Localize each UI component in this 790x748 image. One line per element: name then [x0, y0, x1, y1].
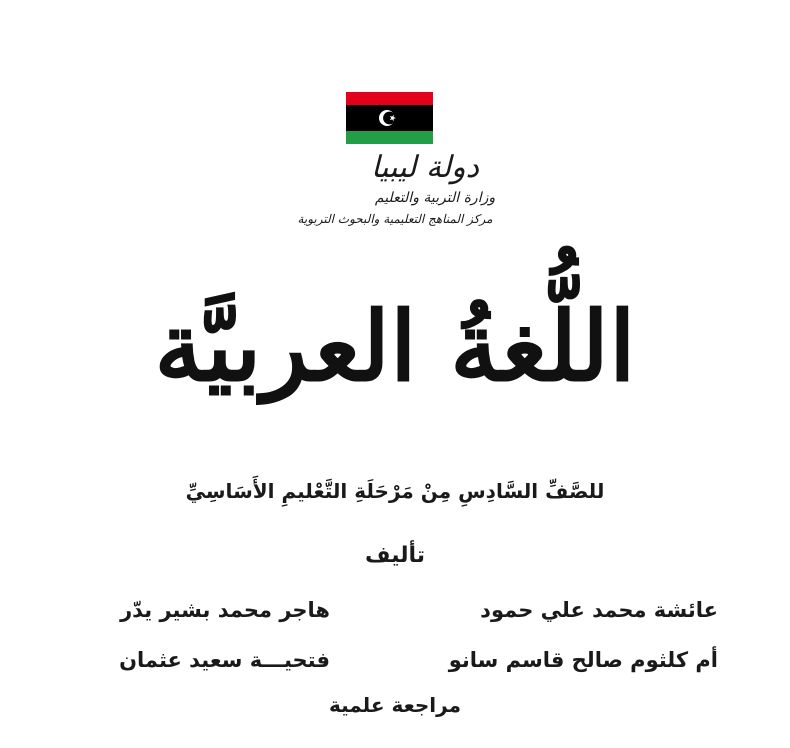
curriculum-center-name: مركز المناهج التعليمية والبحوث التربوية	[297, 212, 493, 226]
author-name: فتحيـــة سعيد عثمان	[119, 648, 330, 672]
author-name: أم كلثوم صالح قاسم سانو	[448, 648, 718, 672]
authoring-label: تأليف	[365, 543, 425, 568]
review-label: مراجعة علمية	[328, 693, 461, 717]
state-name: دولة ليبيا	[370, 150, 480, 185]
crescent-star-icon	[346, 105, 433, 131]
flag-red-stripe	[346, 92, 433, 105]
book-subtitle: للصَّفِّ السَّادِسِ مِنْ مَرْحَلَةِ التَّعْليمِ الأَسَاسِيِّ	[185, 479, 605, 503]
libya-flag-icon	[346, 92, 433, 144]
author-name: هاجر محمد بشير يدّر	[120, 598, 330, 622]
ministry-name: وزارة التربية والتعليم	[374, 190, 496, 206]
book-title: اللُّغةُ العربيَّة	[154, 290, 636, 403]
author-name: عائشة محمد علي حمود	[480, 598, 718, 622]
issuer-block	[260, 150, 530, 228]
flag-green-stripe	[346, 131, 433, 144]
